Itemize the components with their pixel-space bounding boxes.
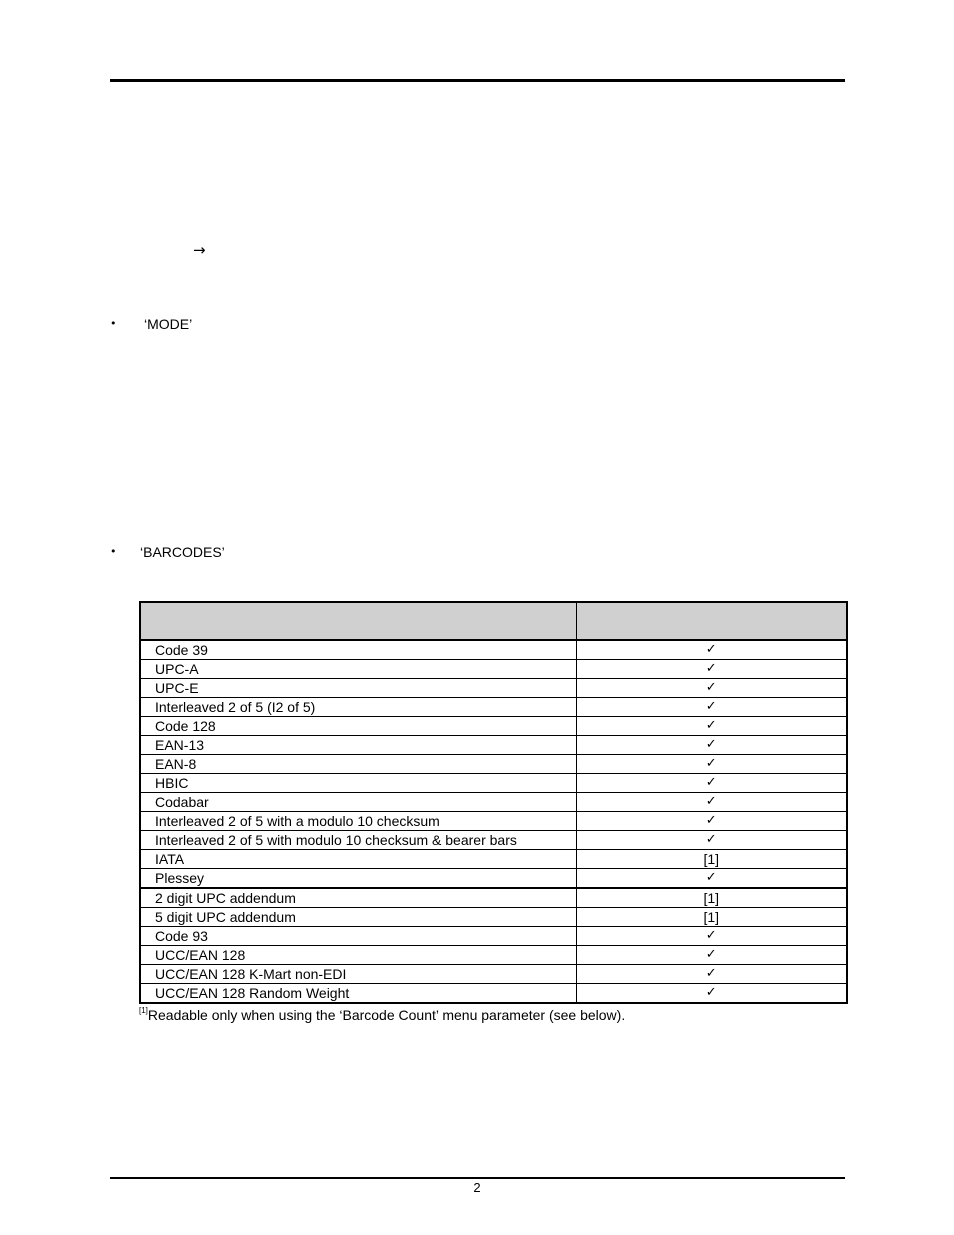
checkmark-icon: ✓ [576,812,847,831]
barcode-name-cell: Code 128 [140,717,576,736]
table-body [140,640,847,1003]
footnote-text: Readable only when using the ‘Barcode Count’ menu parameter (see below). [147,1007,626,1023]
footnote-reference-cell: [1] [576,850,847,869]
barcode-support-table [139,601,848,1004]
table-row [140,698,847,717]
table-row [140,965,847,984]
checkmark-icon: ✓ [576,774,847,793]
barcode-name-cell: UPC-E [140,679,576,698]
barcode-name-cell: UCC/EAN 128 K-Mart non-EDI [140,965,576,984]
barcode-name-cell: Interleaved 2 of 5 (I2 of 5) [140,698,576,717]
checkmark-icon: ✓ [576,946,847,965]
footer-rule [110,1177,845,1179]
footnote-marker: [1] [139,1006,148,1015]
barcode-name-cell: Code 39 [140,640,576,660]
barcode-name-cell: HBIC [140,774,576,793]
table-row [140,717,847,736]
table-row [140,869,847,889]
barcode-name-cell: UCC/EAN 128 Random Weight [140,984,576,1004]
footnote-reference-cell: [1] [576,908,847,927]
barcode-name-cell: Code 93 [140,927,576,946]
table-row [140,774,847,793]
table-row [140,660,847,679]
checkmark-icon: ✓ [576,736,847,755]
checkmark-icon: ✓ [576,755,847,774]
barcode-name-cell: EAN-13 [140,736,576,755]
barcode-name-cell: Interleaved 2 of 5 with modulo 10 checksum & bearer bars [140,831,576,850]
checkmark-icon: ✓ [576,984,847,1004]
page-number: 2 [473,1180,481,1195]
table-row [140,812,847,831]
bullet-icon: • [110,545,117,558]
footnote-reference-cell: [1] [576,888,847,908]
barcode-name-cell: Interleaved 2 of 5 with a modulo 10 checksum [140,812,576,831]
checkmark-icon: ✓ [576,793,847,812]
table-row [140,908,847,927]
barcode-name-cell: IATA [140,850,576,869]
table-row [140,755,847,774]
table-row [140,736,847,755]
barcode-name-cell: 5 digit UPC addendum [140,908,576,927]
barcode-name-cell: Plessey [140,869,576,889]
table-row [140,679,847,698]
barcode-name-cell: UPC-A [140,660,576,679]
table-row [140,831,847,850]
barcode-name-cell: 2 digit UPC addendum [140,888,576,908]
arrow-icon: → [193,241,206,259]
header-rule [110,79,845,82]
table-header-row [140,602,847,640]
column-header-barcode [140,602,576,640]
checkmark-icon: ✓ [576,927,847,946]
checkmark-icon: ✓ [576,869,847,889]
checkmark-icon: ✓ [576,831,847,850]
barcode-name-cell: UCC/EAN 128 [140,946,576,965]
table-row [140,984,847,1004]
checkmark-icon: ✓ [576,965,847,984]
checkmark-icon: ✓ [576,660,847,679]
table-row [140,850,847,869]
table-row [140,888,847,908]
bullet-label: ‘MODE’ [144,316,193,332]
table-row [140,946,847,965]
barcode-name-cell: Codabar [140,793,576,812]
table-row [140,793,847,812]
table-row [140,927,847,946]
checkmark-icon: ✓ [576,717,847,736]
checkmark-icon: ✓ [576,640,847,660]
footnote [139,1007,625,1023]
table-row [140,640,847,660]
barcode-name-cell: EAN-8 [140,755,576,774]
checkmark-icon: ✓ [576,679,847,698]
bullet-icon: • [110,317,117,330]
checkmark-icon: ✓ [576,698,847,717]
bullet-label: ‘BARCODES’ [140,544,225,560]
column-header-support [576,602,847,640]
